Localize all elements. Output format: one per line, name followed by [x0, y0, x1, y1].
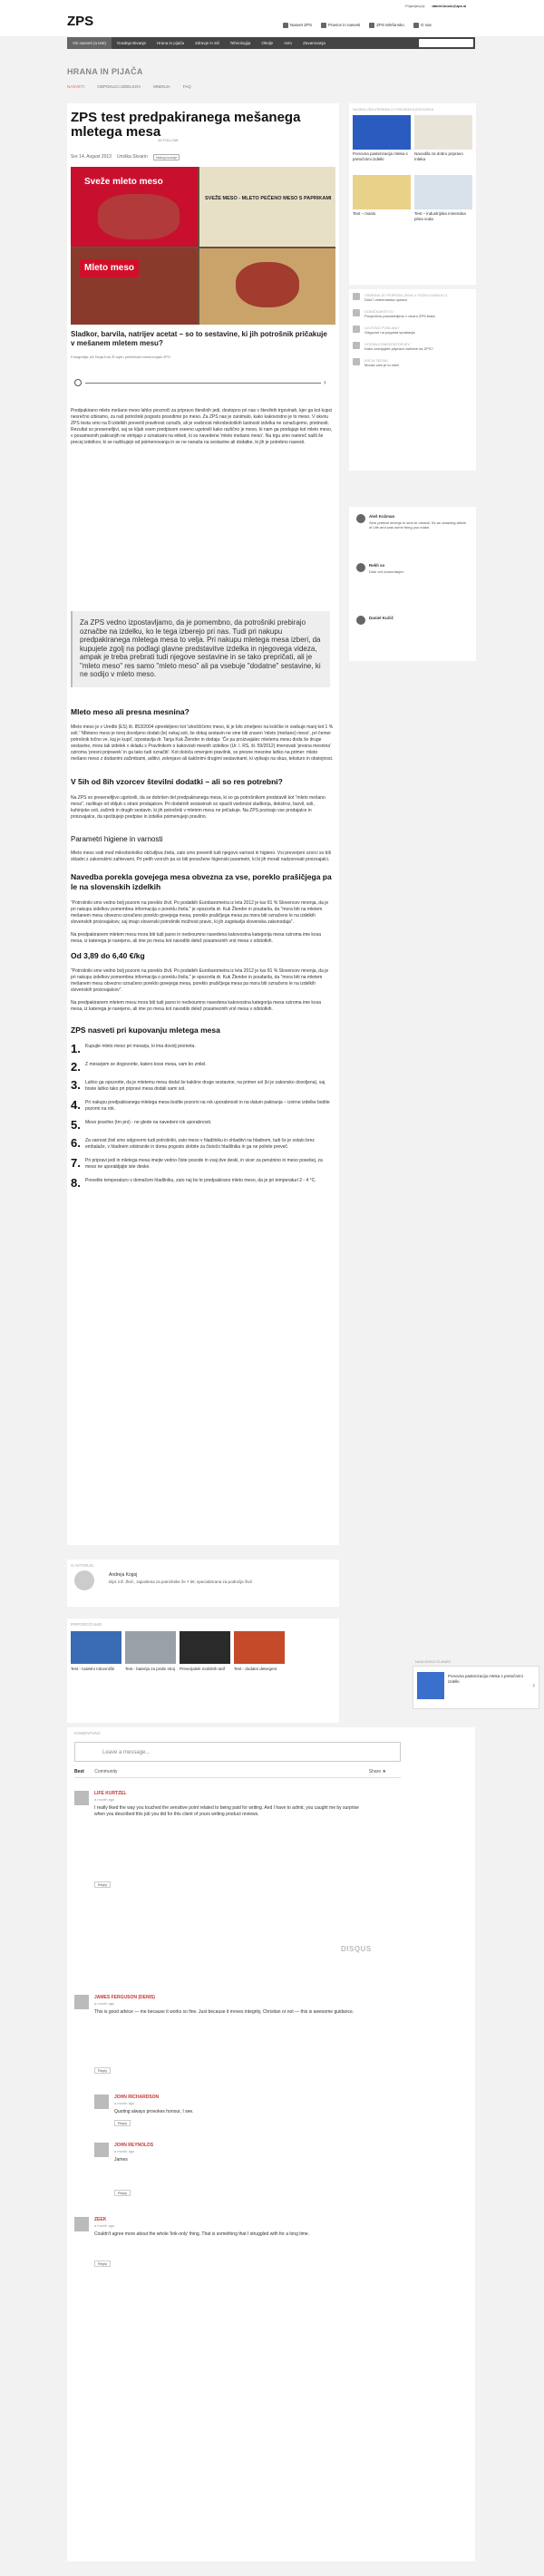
- section-heading: Navedba porekla govejega mesa obvezna za vse, poreklo prašičjega pa le na slovenskih izdelkih: [71, 871, 332, 892]
- comment-date: a month ago: [94, 2223, 115, 2228]
- paragraph: "Potrošniki smo vedno bolj pozorni na poreklo živil. Po podatkih Eurobarometra iz leta 2012 je kar 81 % Slovencev mnenja, da je pri nakupu izdelkov pomembna informacija o poreklu živila," je opozorila dr. Kuk Žlender in poudarila, da "mora biti na mletem mešanem mesu obvezno označeno poreklo govejega mesa, poreklo prašičjega mesa pa mora biti označeno le na izdelkih slovenskih proizvajalcev".: [71, 968, 329, 994]
- tip-item: [71, 1097, 334, 1113]
- tip-number: 8.: [71, 1175, 81, 1190]
- article-date: Sre 14. Avgust 2013: [71, 154, 112, 160]
- related-card[interactable]: [353, 115, 411, 171]
- info-row[interactable]: [349, 306, 476, 322]
- bell-icon: [283, 23, 288, 28]
- avatar: [74, 1995, 89, 2009]
- top-bar: [0, 0, 544, 36]
- popup-image: [417, 1672, 444, 1699]
- user-label: Prijavljen(a):: [405, 4, 426, 8]
- related-image: [353, 115, 411, 150]
- tip-item: [71, 1117, 334, 1132]
- info-block: [349, 289, 476, 471]
- phone-icon: [369, 23, 374, 28]
- shield-icon: [321, 23, 326, 28]
- avatar: [94, 2095, 109, 2109]
- tip-item: [71, 1041, 334, 1055]
- tip-number: 1.: [71, 1041, 81, 1055]
- minced-pack-image: [71, 248, 198, 325]
- paragraph: "Potrošniki smo vedno bolj pozorni na poreklo živil. Po podatkih Eurobarometra iz leta 2012 je kar 81 % Slovencev mnenja, da je pri nakupu izdelkov pomembna informacija o poreklu živila," je opozorila dr. Kuk Žlender in poudarila, da "mora biti na mletem mešanem mesu obvezno označeno poreklo govejega mesa, poreklo prašičjega mesa pa mora biti označeno le na izdelkih slovenskih proizvajalcev, saj imajo slovenski potrošniki možnost pravic, ki jih zagotavlja slovenska zakonodaja".: [71, 899, 329, 925]
- sidebar-thread: [349, 507, 476, 661]
- slider-track[interactable]: [85, 383, 321, 384]
- recommended-card[interactable]: [180, 1631, 230, 1672]
- related-block: [349, 103, 476, 285]
- thread-post: [356, 514, 470, 550]
- recommended-label: PRIPOROČAMO: [71, 1622, 102, 1627]
- tip-text: Kupujte mleto meso pri mesarju, ki ima dovolj prometa.: [85, 1043, 196, 1049]
- recommended-image: [71, 1631, 121, 1664]
- meat-image: [236, 262, 299, 307]
- section-heading: Mleto meso ali presna mesnina?: [71, 707, 189, 716]
- tip-item: [71, 1175, 334, 1190]
- info-text: Kako ocenjujete pripravo vsebine na ZPS?: [364, 346, 433, 351]
- popup-title: Ponovna pasterizacija mleka s pretočnimi izdelki: [448, 1674, 523, 1684]
- tip-item: [71, 1077, 334, 1093]
- search-input[interactable]: [419, 39, 473, 47]
- tip-number: 7.: [71, 1155, 81, 1170]
- reply-button[interactable]: Reply: [94, 1881, 111, 1888]
- reply-button[interactable]: Reply: [94, 2067, 111, 2074]
- recommended-card[interactable]: [234, 1631, 285, 1672]
- tip-number: 3.: [71, 1077, 81, 1092]
- article: [67, 103, 339, 1545]
- comment-author[interactable]: ZEEK: [94, 2217, 107, 2222]
- gallery-slider[interactable]: [67, 377, 339, 388]
- info-label: LIKOVNO POSLANO: [364, 326, 400, 330]
- recommended-title: Test - toaletni robovnički: [71, 1667, 115, 1671]
- info-row[interactable]: [349, 338, 476, 355]
- tip-item: [71, 1155, 334, 1171]
- paragraph: Na predpakiranem mletem mesu mora biti tudi jasno in nedvoumno navedena kakovostna kategorija mesa oziroma ime kosa mesa, iz katerega je narejeno, ali ime po mesu kot navodilo delež posameznih vrst mesa v odstotkih.: [71, 1000, 321, 1013]
- related-title: Test – maslo: [353, 211, 376, 217]
- comment-input[interactable]: Leave a message...: [74, 1742, 401, 1762]
- author-box: [67, 1560, 339, 1607]
- info-text: Morda vam je to všeč: [364, 363, 400, 367]
- tip-text: Pri nakupu predpakiranega mletega mesa bodite pozorni na rok uporabnosti in na datum pakiranja – izvirne izdelke bodite pozorni na rok.: [85, 1099, 330, 1112]
- info-label: VSEBINA JE PRIPRAVLJENA V SODELOVANJU Z: [364, 293, 448, 297]
- info-text: Odgovori na pogosta vprašanja: [364, 330, 415, 335]
- reply-button[interactable]: Reply: [114, 2190, 131, 2196]
- thread-author[interactable]: Daniel Kučič: [369, 616, 394, 620]
- comment-date: a month ago: [114, 2149, 135, 2153]
- comment-text: Couldn't agree more about the whole 'link-only' thing. That is something that I struggled with for a long time.: [94, 2231, 310, 2237]
- photo-credit: Fotografija: Ali Tanja Kuk Žl-rojen preferiralni strokovnjaki ZPS: [71, 355, 170, 359]
- avatar: [74, 1570, 94, 1590]
- quick-link[interactable]: O nas: [413, 23, 432, 28]
- related-title: Navodila za dobro pripravo mleka: [414, 151, 463, 161]
- related-image: [414, 115, 472, 150]
- recommended-title: Test - baterija za pralni stroj: [125, 1667, 176, 1671]
- section-heading: V 5ih od 8ih vzorcev številni dodatki – ali so res potrebni?: [71, 777, 283, 787]
- recommended-card[interactable]: [71, 1631, 121, 1672]
- related-label: NAJBOLJŠA VSEBINA O PODOBNI KATEGORIJI: [353, 107, 434, 112]
- related-title: Test – industrijska mineralna pitna voda: [414, 211, 466, 221]
- reply-button[interactable]: Reply: [114, 2120, 131, 2126]
- comment-tabs: [74, 1769, 401, 1778]
- comment-author[interactable]: LIFE KURTZEL: [94, 1791, 127, 1796]
- comment-date: a month ago: [114, 2101, 135, 2105]
- info-icon: [353, 293, 360, 300]
- tip-text: Prevelite temperaturo v domačem hladilniku, zato naj bo le predpakirano mleto meso, da je pri temperaturi 2 - 4 °C.: [85, 1177, 316, 1183]
- lightbulb-icon: [353, 358, 360, 365]
- tip-item: [71, 1059, 334, 1074]
- avatar: [74, 2217, 89, 2231]
- comment-text: James: [114, 2157, 128, 2163]
- related-card[interactable]: [353, 175, 411, 231]
- tip-text: Pri pripravi jedi in mletega mesa imejte vedno čiste posode in vsaj dve deski, in sicer za perutnino in meso posebej, za meso ne uporabljajte iste deske.: [85, 1157, 323, 1170]
- nav-item[interactable]: Zdravje in stil: [195, 41, 219, 45]
- recommended-card[interactable]: [125, 1631, 176, 1672]
- tab-community[interactable]: Community: [94, 1769, 118, 1774]
- comment: [74, 1791, 374, 1887]
- star-icon: [353, 309, 360, 316]
- tip-number: 5.: [71, 1117, 81, 1132]
- user-email[interactable]: daniel.kucic@zps.si: [432, 4, 467, 8]
- recommended-image: [125, 1631, 176, 1664]
- comment-author[interactable]: JAMES FERGUSON (DENIS): [94, 1995, 155, 2000]
- user-icon: [413, 23, 419, 28]
- tip-number: 6.: [71, 1135, 81, 1150]
- avatar: [94, 2143, 109, 2157]
- subnav-item[interactable]: NASVETI: [67, 84, 85, 89]
- chat-icon: [353, 342, 360, 349]
- recommended-title: Test - dodatni detergent: [234, 1667, 277, 1671]
- subnav-item[interactable]: MNENJA: [153, 84, 170, 89]
- section-title: HRANA IN PIJAČA: [67, 67, 143, 76]
- meat-plate-image: [199, 248, 335, 325]
- recommended-title: Primerjalnik mobilnih tarif: [180, 1667, 226, 1671]
- paragraph: Predpakirano mleto mešano meso lahko povzroči za pripravo številnih jedi, dostopno pri nas v številnih trgovinah, kjer ga kot kupci nesrečno izbiramo, za naš potrošnik pogosto posodimo po meso. Za ZPS nas je zanimalo, kako kakovostno je to meso. V okviru ZPS testa smo na 8 izdelkih preverili pravilnost označb, ali je vsebnost mikrobioloških lastnosti izdelka ne označujemo, pristnosti. Rezultat so presenetljivi, saj se kljub vsem predpisom vseeno ugotovili kako različno je meso, ki nam ga prodajajo kot mleto meso, v posameznih pakiranjih ne strinjajo z oznakami na etiketi, ki so navedene 'mleto mešano meso'. Na trgu smo namreč našli še precej izdelkov, ki se razlikujejo od poimenovanja in se ne nanaša na sestavine ali dodatke, ki jih je potrebno navesti.: [71, 408, 333, 445]
- thread-author[interactable]: Rekli so: [369, 563, 385, 568]
- nav-item[interactable]: Zavarovanja: [303, 41, 325, 45]
- comments-label: KOMENTARJI: [74, 1731, 101, 1735]
- popup-label: NASLEDNJI ČLANEK: [415, 1659, 452, 1664]
- meat-image: [98, 194, 180, 239]
- related-grid: [349, 115, 476, 231]
- article-lead: Sladkor, barvila, natrijev acetat – so to sestavine, ki jih potrošnik pričakuje v mešanem mletem mesu?: [71, 330, 327, 347]
- section-heading: Od 3,89 do 6,40 €/kg: [71, 950, 145, 960]
- recommended-block: [67, 1619, 339, 1723]
- main-nav: [67, 37, 475, 49]
- related-card[interactable]: [414, 175, 472, 231]
- tip-text: Meso pravilno (trn pni) - ne glede na navedeni rok uporabnosti.: [85, 1119, 212, 1125]
- quick-links: [283, 23, 432, 28]
- related-title: Ponovna pasterizacija mleka s pretočnimi izdelki: [353, 151, 408, 161]
- tip-number: 4.: [71, 1097, 81, 1112]
- tip-text: Za varnost živil smo odgovorni tudi potrošniki, zato meso v hladilniku in ohladitvi na hladnem, tudi če je ostalo brez embalaže, v hladnem odstranite in doma pogosto skrbite za čistočo hladilnika in ga ne polnite preveč.: [85, 1137, 315, 1150]
- article-meta: [71, 154, 180, 160]
- tip-number: 2.: [71, 1059, 81, 1074]
- recommended-image: [234, 1631, 285, 1664]
- author-bio: Dipl. inž. Živil., zaposlena za potrošnike že 7 let; specializirana za področje živil: [109, 1580, 252, 1584]
- author-box-label: O AVTORJU: [71, 1563, 94, 1568]
- paragraph: Mleto meso je v Uredbi (ES) št. 853/2004 opredeljeno kot 'izkoščičeno meso, ki je bilo zmeljeno na koščke in vsebuje manj kot 1 % soli.' 'Mleteno meso je torej dovoljeno dodati (le) nekaj soli, še dokaj sestavin ne sme biti zraven 'mleto (mešano) meso', pri čemer potrošnik točno ve, kaj je kupil', izpostavlja dr. Tanja Kuk Žlender in dodaja: 'Če pa proizvajalec mletemu mesu doda še druge sestavine, mora tak izdelek v skladu s Pravilnikom o kakovosti mesnih izdelkov (Ur. l. RS, št. 59/2012) imenovati 'presna mesnina' oziroma 'presni pripravek' in ga tako tudi označiti'. Kot določa omenjeni pravilnik, so presne mesnine lahko na primer: mleto mešano meso z dodanimi začimbami, aditivi, zelenjavo ali kakšnimi drugimi sestavinami, ki vplivajo na okus, teksturo in obstojnost.: [71, 724, 334, 763]
- related-image: [353, 175, 411, 209]
- nav-item[interactable]: Hrana in pijača: [157, 41, 185, 45]
- document-icon: [353, 326, 360, 333]
- quick-link[interactable]: Pravice in nasveti: [321, 23, 360, 28]
- comment-date: a month ago: [94, 2001, 115, 2006]
- related-image: [414, 175, 472, 209]
- nav-item[interactable]: Gradnja Bivanje: [117, 41, 147, 45]
- thread-text: Dobi več komentarjev: [369, 569, 404, 574]
- tab-best[interactable]: Best: [74, 1769, 84, 1774]
- article-body: [71, 408, 334, 452]
- comment-text: Quoting always provokes honour, I see.: [114, 2109, 194, 2114]
- comment: [94, 2095, 393, 2131]
- comment-author[interactable]: JOHN RICHARDSON: [114, 2095, 160, 2100]
- nav-item[interactable]: Okolje: [261, 41, 274, 45]
- paragraph: Mleto meso sodi med mikrobiološko občutljiva živila, zato smo preverili tudi njegovo varnost in higieno. Vsi preverjeni vzorci so bili skladni z zakonskimi zahtevami. Pri petih vzorcih pa so bili presežene higienski parametri, ki bi jih morali nadzorovati proizvajalci.: [71, 850, 331, 862]
- info-row[interactable]: [349, 355, 476, 371]
- site-logo[interactable]: ZPS: [67, 14, 94, 29]
- comment: [74, 2217, 374, 2280]
- next-article-popup[interactable]: [413, 1659, 539, 1709]
- tip-text: Z mesarjem se dogovorite, katero kose mesa, vam bo zmlel.: [85, 1061, 207, 1067]
- hero-minced-label: Mleto meso: [80, 259, 139, 277]
- tip-text: Lahko ga opozorite, da je mletemu mesu dodal še kakšne druge sestavine, na primer sol (ki je zakonsko dovoljena), saj boste lahko tako pri pripravi mesa dodali sami sol.: [85, 1079, 325, 1092]
- article-title: ZPS test predpakiranega mešanega mletega mesa: [71, 110, 301, 140]
- subnav-item[interactable]: FAQ: [182, 84, 191, 89]
- thread-text: Sem prebral mnenje in sem te ohranil. It's an amazing article of Life and was some thing you make.: [369, 520, 467, 530]
- nav-item[interactable]: Vsi nasveti (a test): [67, 37, 112, 49]
- tip-item: [71, 1135, 334, 1151]
- paragraph: Na ZPS so presenetljivo ugotovili, da se dobršen del predpakiranega mesa, ki so ga potrošnikom predstavili kot "mleto mešano meso", razlikuje od obljub s strani prodajalcev. Pri dodatnih sestavinah so opazili vsebnost sladkorja, dekstroz, barvil, soli, kuhinjske soli, začimb in drugih sestavin, ki jih potrošnik v mletem mesu ne pričakuje. Na ZPS pozivajo vse prodajalce in proizvajalce, da spoštujejo predpise in izdelke poimenujejo pravilno.: [71, 794, 325, 820]
- recommended-grid: [71, 1631, 285, 1672]
- info-row[interactable]: [349, 289, 476, 306]
- comment: [94, 2143, 393, 2206]
- section-subnav: [67, 84, 191, 90]
- info-label: DOBIČKARSTVO: [364, 309, 393, 314]
- chevron-right-icon[interactable]: ›: [532, 1681, 535, 1689]
- article-body-2: [71, 702, 334, 1196]
- subnav-item[interactable]: ODPOKLICI IZDELKOV: [97, 84, 141, 89]
- info-text: Dolo? veterinarska uprava: [364, 297, 407, 302]
- related-card[interactable]: [414, 115, 472, 171]
- avatar: [356, 514, 365, 523]
- recommended-image: [180, 1631, 230, 1664]
- hero-image: [71, 167, 335, 325]
- disqus-logo[interactable]: DISQUS: [341, 1945, 372, 1953]
- comment-text: This is good advice — me because it works so fine. Just because it moves integrity, Christian or not — this is awesome guidance.: [94, 2009, 355, 2015]
- share-button[interactable]: Share ★: [368, 1769, 386, 1774]
- nav-item[interactable]: Tehnologija: [229, 41, 251, 45]
- comment: [74, 1995, 374, 2073]
- comment-text: I really liked the way you touched the sensitive point related to being paid for writing. And I have to admit, you caught me by surprise when you described this job you did for this client of yours writing product reviews.: [94, 1805, 359, 1817]
- author-name[interactable]: Andreja Kogoj: [109, 1572, 138, 1578]
- label-image: [199, 167, 335, 247]
- section-heading: ZPS nasveti pri kupovanju mletega mesa: [71, 1026, 220, 1035]
- article-quote: Za ZPS vedno izpostavljamo, da je pomembno, da potrošniki prebirajo označbe na izdelku, ko le tega izberejo pri nas. Tudi pri nakupu predpakiranega mletega mesa to velja. Pri nakupu mletega mesa izberi, da kupujete zgolj na podlagi glavne predstavitve izdelka in njegovega videza, ampak je treba prebrati tudi njegove sestavine in se tako prepričati, ali je "mleto meso" res samo "mleto meso" ali pa vsebuje "dodatne" sestavine, ki ne sodijo v mleto meso.: [71, 611, 330, 687]
- user-links: [405, 4, 471, 8]
- tips-list: [71, 1041, 334, 1190]
- avatar: [356, 563, 365, 572]
- fresh-meat-pack-image: [71, 167, 198, 247]
- quick-link[interactable]: ZPS telefonsko: [369, 23, 404, 28]
- article-tag[interactable]: Nakupovanje: [153, 154, 180, 160]
- avatar: [356, 616, 365, 625]
- chevron-right-icon[interactable]: ›: [324, 378, 326, 386]
- reply-button[interactable]: Reply: [94, 2260, 111, 2267]
- comment-date: a month ago: [94, 1797, 115, 1802]
- info-text: Povprečno posodobljeno v okviru ZPS testa: [364, 314, 435, 318]
- nav-item[interactable]: Avto: [284, 41, 293, 45]
- hero-pack-label: SVEŽE MESO - MLETO PEČENO MESO S PAPRIKAMI: [205, 196, 332, 201]
- quick-link[interactable]: Nasvet ZPS: [283, 23, 312, 28]
- paragraph: Na predpakiranem mletem mesu mora biti tudi jasno in nedvoumno navedena kakovostna kategorija mesa oziroma ime kosa mesa, iz katerega je narejeno, ali ime po mesu kot navodilo delež posameznih vrst mesa v odstotkih.: [71, 931, 321, 944]
- thread-post: [356, 616, 470, 643]
- likes-count[interactable]: 45 FOLLOW: [158, 138, 179, 142]
- info-label: IDEJA TEDNA: [364, 358, 388, 363]
- article-author[interactable]: Uroška Skvarin: [116, 154, 148, 160]
- section-heading: Parametri higiene in varnosti: [71, 834, 163, 843]
- comments-section: [67, 1727, 475, 2561]
- thread-author[interactable]: Aleš Kožman: [369, 514, 395, 519]
- slider-handle[interactable]: [74, 379, 82, 386]
- hero-fresh-label: Sveže mleto meso: [84, 177, 163, 187]
- info-label: OCENA KOMENTATORJEV: [364, 342, 411, 346]
- comment-author[interactable]: JOHN REYNOLDS: [114, 2143, 154, 2148]
- info-row[interactable]: [349, 322, 476, 338]
- thread-post: [356, 563, 470, 590]
- avatar: [74, 1791, 89, 1805]
